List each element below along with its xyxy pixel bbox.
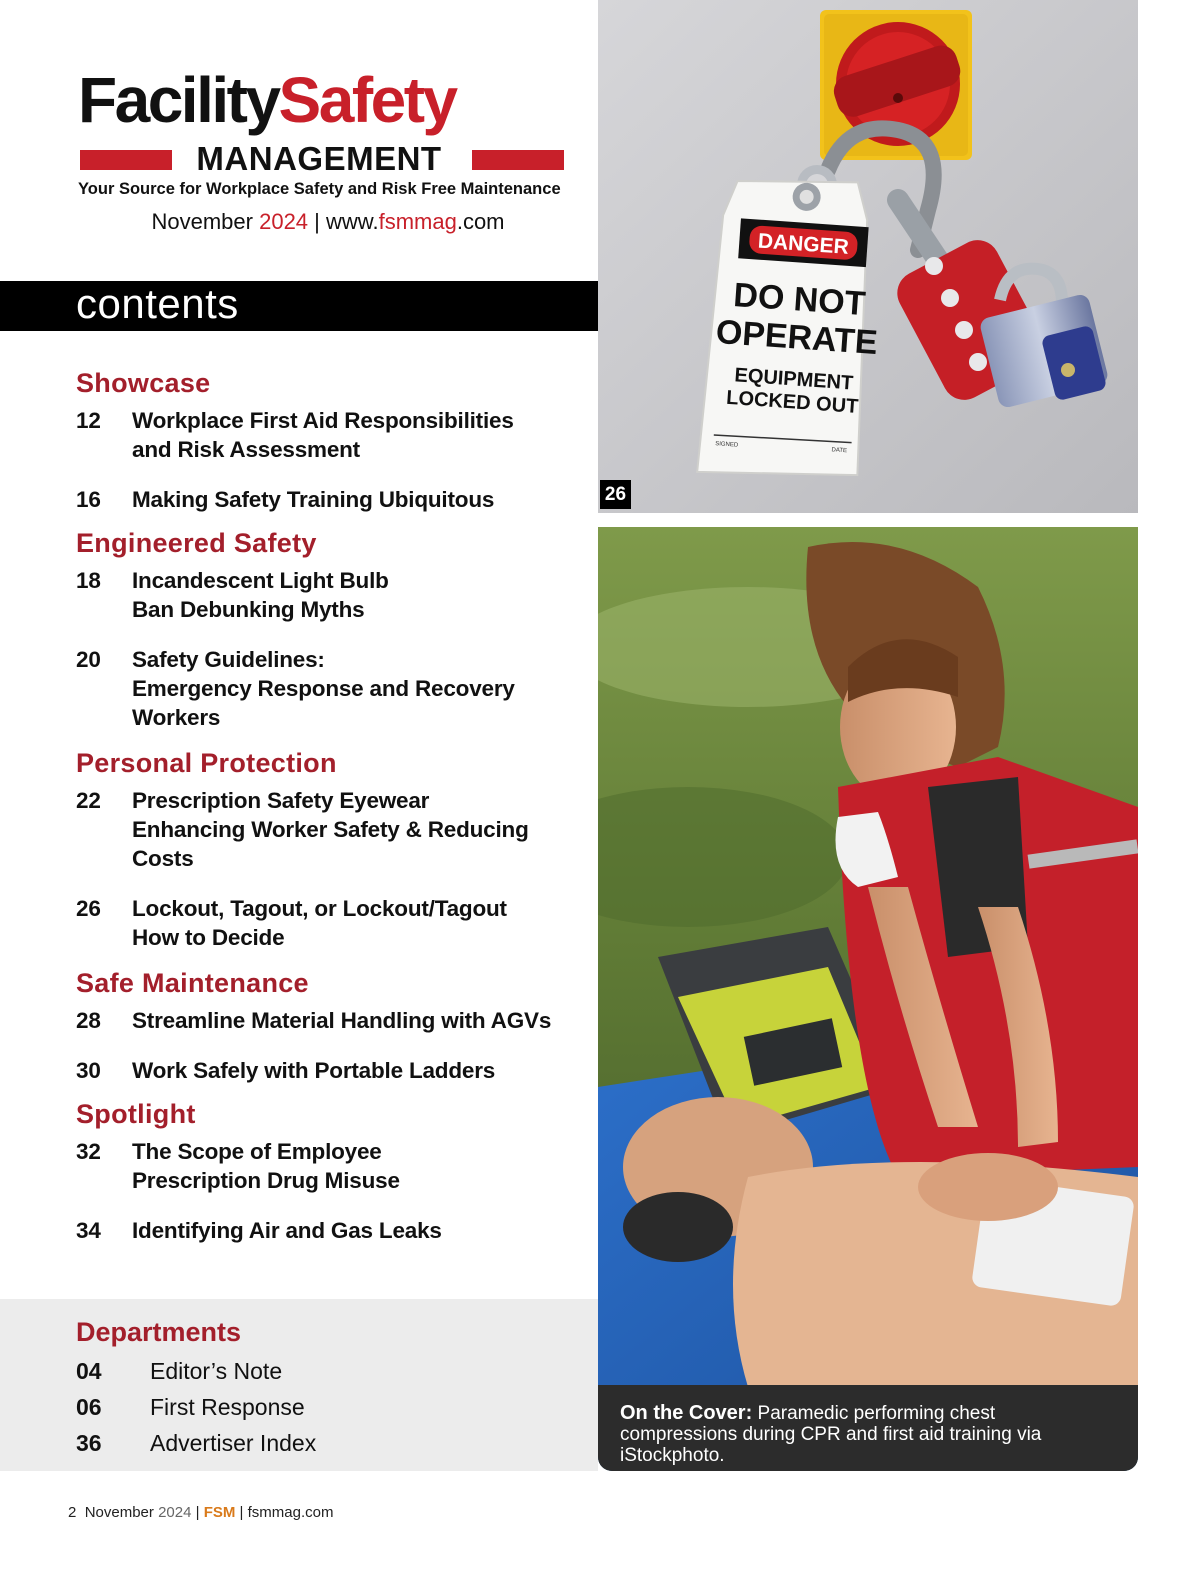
toc-title-line: The Scope of Employee	[132, 1139, 382, 1164]
toc-entry[interactable]	[76, 1056, 596, 1085]
url-suffix: .com	[456, 209, 505, 234]
contents-header-bar	[0, 281, 598, 331]
toc-article-title	[132, 566, 596, 624]
footer-page-number: 2	[68, 1504, 77, 1521]
toc-article-title	[132, 786, 596, 873]
toc-title-line: How to Decide	[132, 925, 285, 950]
website-link[interactable]	[326, 209, 505, 234]
toc-article-title	[132, 406, 596, 464]
toc-page-number: 22	[76, 788, 101, 813]
footer-separator: |	[239, 1504, 244, 1521]
toc-article-title	[132, 894, 596, 952]
toc-entry[interactable]	[76, 645, 596, 732]
toc-page-number: 20	[76, 647, 101, 672]
issue-separator: |	[314, 209, 320, 234]
footer-brand: FSM	[203, 1504, 236, 1521]
tag-line-3: EQUIPMENT	[733, 364, 854, 395]
department-title: Advertiser Index	[150, 1430, 317, 1456]
page-number-badge[interactable]: 26	[600, 480, 631, 509]
department-page-number: 06	[76, 1394, 102, 1420]
cover-photo	[598, 527, 1138, 1471]
toc-entry[interactable]	[76, 485, 596, 514]
cpr-training-illustration	[598, 527, 1138, 1471]
department-title: First Response	[150, 1394, 305, 1420]
magazine-logo	[78, 64, 578, 136]
toc-page-number: 28	[76, 1008, 101, 1033]
masthead	[78, 64, 578, 235]
lockout-tag-illustration	[598, 0, 1138, 513]
toc-title-line: Lockout, Tagout, or Lockout/Tagout	[132, 896, 507, 921]
departments-title: Departments	[76, 1317, 242, 1347]
toc-page-number: 32	[76, 1139, 101, 1164]
toc-title-line: Making Safety Training Ubiquitous	[132, 487, 495, 512]
tagline: Your Source for Workplace Safety and Risk Free Maintenance	[78, 180, 561, 198]
issue-month: November	[151, 209, 253, 234]
toc-entry[interactable]	[76, 406, 596, 464]
contents-heading: contents	[76, 280, 239, 327]
logo-safety: Safety	[278, 64, 456, 136]
toc-page-number: 16	[76, 487, 101, 512]
department-item[interactable]	[76, 1389, 316, 1425]
toc-article-title	[132, 1216, 596, 1245]
logo-facility: Facility	[78, 64, 279, 136]
toc-section	[76, 966, 596, 1085]
department-title: Editor’s Note	[150, 1358, 283, 1384]
toc-title-line: Prescription Drug Misuse	[132, 1168, 400, 1193]
toc-title-line: Ban Debunking Myths	[132, 597, 365, 622]
tag-date-label: DATE	[831, 447, 848, 455]
section-title: Spotlight	[76, 1099, 196, 1129]
tag-line-4: LOCKED OUT	[725, 386, 859, 418]
toc-entry[interactable]	[76, 786, 596, 873]
toc-article-title	[132, 485, 596, 514]
cover-caption	[598, 1385, 1138, 1471]
footer-month: November	[84, 1504, 154, 1521]
toc-title-line: Prescription Safety Eyewear	[132, 788, 430, 813]
section-title: Engineered Safety	[76, 528, 317, 558]
toc-entry[interactable]	[76, 1216, 596, 1245]
issue-line	[78, 209, 578, 235]
toc-title-line: Work Safely with Portable Ladders	[132, 1058, 496, 1083]
toc-page-number: 34	[76, 1218, 101, 1243]
section-title: Personal Protection	[76, 748, 337, 778]
tag-danger-text: DANGER	[757, 229, 850, 259]
toc-title-line: Incandescent Light Bulb	[132, 568, 389, 593]
toc-article-title	[132, 1056, 596, 1085]
toc-page-number: 26	[76, 896, 101, 921]
logo-bar-left	[80, 150, 172, 170]
tag-line-2: OPERATE	[714, 312, 879, 363]
table-of-contents	[76, 366, 596, 1245]
departments-list	[76, 1353, 316, 1461]
toc-page-number: 12	[76, 408, 101, 433]
toc-article-title	[132, 1137, 596, 1195]
footer-site[interactable]: fsmmag.com	[247, 1504, 334, 1521]
toc-section	[76, 1097, 596, 1245]
toc-article-title	[132, 645, 596, 732]
lockout-tag-photo[interactable]	[598, 0, 1138, 513]
url-prefix: www.	[326, 209, 379, 234]
department-page-number: 04	[76, 1358, 102, 1384]
cover-caption-lead: On the Cover:	[620, 1402, 753, 1424]
section-title: Safe Maintenance	[76, 968, 309, 998]
toc-entry[interactable]	[76, 1137, 596, 1195]
toc-page-number: 18	[76, 568, 101, 593]
toc-entry[interactable]	[76, 1006, 596, 1035]
url-brand: fsmmag	[378, 209, 457, 234]
department-item[interactable]	[76, 1353, 316, 1389]
tag-signed-label: SIGNED	[714, 441, 739, 449]
toc-title-line: Workplace First Aid Responsibilities	[132, 408, 514, 433]
toc-article-title	[132, 1006, 596, 1035]
department-item[interactable]	[76, 1425, 316, 1461]
department-page-number: 36	[76, 1430, 102, 1456]
toc-section	[76, 746, 596, 952]
logo-management: MANAGEMENT	[196, 140, 442, 177]
toc-title-line: Emergency Response and Recovery Workers	[132, 676, 515, 730]
section-title: Showcase	[76, 368, 211, 398]
toc-title-line: Streamline Material Handling with AGVs	[132, 1008, 552, 1033]
issue-year: 2024	[259, 209, 309, 234]
toc-section	[76, 526, 596, 732]
toc-title-line: Identifying Air and Gas Leaks	[132, 1218, 442, 1243]
page-footer	[68, 1504, 333, 1521]
footer-separator: |	[195, 1504, 200, 1521]
footer-year: 2024	[158, 1504, 192, 1521]
toc-entry[interactable]	[76, 566, 596, 624]
cover-caption-text: Paramedic performing chest compressions during CPR and first aid training via iStockphoto.	[620, 1403, 1042, 1466]
toc-entry[interactable]	[76, 894, 596, 952]
logo-management-band	[78, 142, 568, 176]
toc-page-number: 30	[76, 1058, 101, 1083]
tag-line-1: DO NOT	[732, 276, 867, 324]
toc-section	[76, 366, 596, 514]
toc-title-line: and Risk Assessment	[132, 437, 360, 462]
toc-title-line: Enhancing Worker Safety & Reducing Costs	[132, 817, 529, 871]
logo-bar-right	[472, 150, 564, 170]
departments-panel	[0, 1299, 598, 1471]
toc-title-line: Safety Guidelines:	[132, 647, 325, 672]
